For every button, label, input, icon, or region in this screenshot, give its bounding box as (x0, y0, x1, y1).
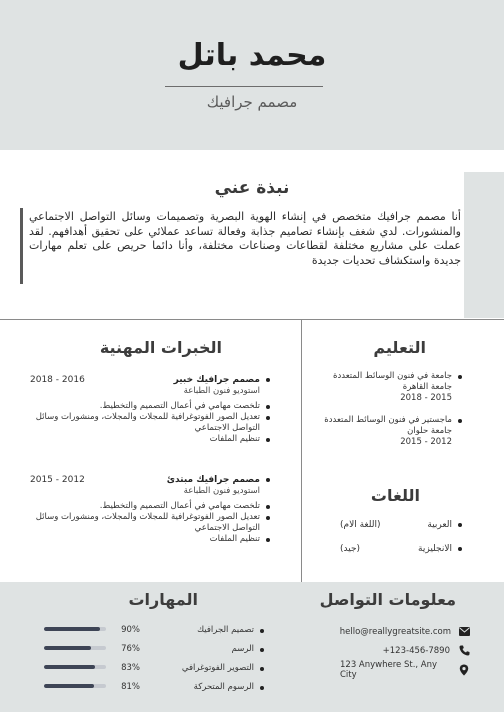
skill-bar (44, 627, 106, 631)
about-heading: نبذة عني (214, 178, 290, 198)
phone-icon (458, 645, 470, 657)
job-title: مصمم جرافيك (206, 93, 298, 111)
contact-email: hello@reallygreatsite.com (340, 622, 470, 641)
contact-list (340, 622, 470, 679)
education-item: جامعة في فنون الوسائط المتعددة جامعة القاهرة 2015 - 2018 (312, 371, 462, 404)
job-entry (30, 474, 270, 545)
skill-name: تصميم الجرافيك (197, 625, 264, 635)
skill-percent: 83% (121, 662, 140, 673)
skill-item (44, 658, 264, 677)
skill-name: الرسوم المتحركة (194, 682, 264, 692)
resume-header (0, 0, 504, 150)
education-heading: التعليم (373, 338, 426, 357)
job-task: تلخصت مهامي في أعمال التصميم والتخطيط. (30, 501, 270, 512)
about-section (20, 208, 465, 284)
skill-bar-fill (44, 627, 100, 631)
person-name: محمد باتل (177, 38, 327, 73)
skill-percent: 81% (121, 681, 140, 692)
job-years: 2016 - 2018 (30, 375, 85, 385)
skill-name: التصوير الفوتوغرافي (182, 663, 264, 673)
job-entry (30, 374, 270, 445)
skill-percent: 90% (121, 624, 140, 635)
skill-bar-fill (44, 684, 94, 688)
job-role: مصمم جرافيك مبتدئ (167, 474, 270, 486)
skill-percent: 76% (121, 643, 140, 654)
email-icon (459, 626, 470, 638)
job-tasks (30, 401, 270, 445)
job-task: تنظيم الملفات (30, 534, 270, 545)
education-list (312, 371, 462, 459)
skills-heading: المهارات (128, 590, 198, 609)
experience-heading: الخبرات المهنية (99, 338, 222, 357)
job-role: مصمم جرافيك خبير (174, 374, 270, 386)
skill-bar-fill (44, 646, 91, 650)
job-tasks (30, 501, 270, 545)
language-name: العربية (427, 520, 452, 530)
skill-name: الرسم (232, 644, 264, 654)
skill-bar (44, 684, 106, 688)
language-item (340, 543, 462, 555)
about-text: أنا مصمم جرافيك متخصص في إنشاء الهوية البصرية وتصميمات وسائل التواصل الاجتماعي والمنشورات. لدي شغف بإنشاء تصاميم جذابة وفعالة تساعد عملائي على تحقيق أهدافهم. لقد عملت على مشاريع مختلفة لقطاعات وصناعات مختلفة، وأنا دائما حريص على تعلم مهارات جديدة واستكشاف تحديات جديدة (29, 210, 461, 267)
job-task: تعديل الصور الفوتوغرافية للمجلات والمجلات، ومنشورات وسائل التواصل الاجتماعي (30, 412, 270, 434)
section-divider-vertical (301, 320, 302, 582)
skill-bar (44, 665, 106, 669)
job-company: استوديو فنون الطباعة (183, 486, 260, 496)
contact-phone: +123-456-7890 (340, 641, 470, 660)
skill-bar (44, 646, 106, 650)
job-task: تعديل الصور الفوتوغرافية للمجلات والمجلات، ومنشورات وسائل التواصل الاجتماعي (30, 512, 270, 534)
languages-list (340, 519, 462, 567)
skill-bar-fill (44, 665, 95, 669)
language-level: (جيد) (340, 544, 361, 554)
skill-item (44, 639, 264, 658)
job-years: 2012 - 2015 (30, 475, 85, 485)
skill-item (44, 620, 264, 639)
skills-list (44, 620, 264, 696)
section-divider-horizontal (0, 319, 504, 320)
location-icon (459, 664, 470, 676)
job-task: تنظيم الملفات (30, 434, 270, 445)
job-company: استوديو فنون الطباعة (183, 386, 260, 396)
job-task: تلخصت مهامي في أعمال التصميم والتخطيط. (30, 401, 270, 412)
education-item: ماجستير في فنون الوسائط المتعددة جامعة حلوان 2012 - 2015 (312, 415, 462, 448)
contact-address: 123 Anywhere St., Any City (340, 660, 470, 679)
language-item (340, 519, 462, 531)
languages-heading: اللغات (370, 486, 420, 505)
contact-heading: معلومات التواصل (319, 590, 456, 609)
skill-item (44, 677, 264, 696)
language-name: الانجليزية (418, 544, 452, 554)
header-divider (165, 86, 323, 87)
language-level: (اللغة الام) (340, 520, 381, 530)
